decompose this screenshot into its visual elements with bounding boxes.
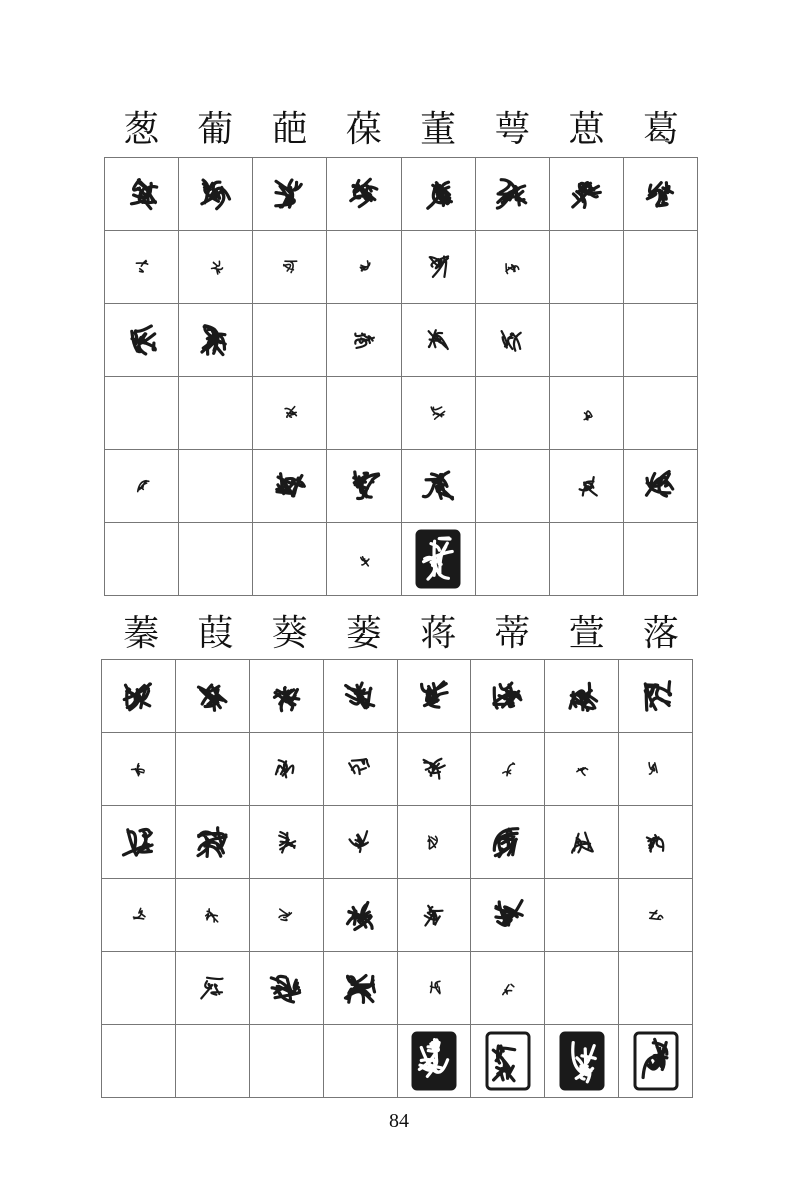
glyph-cell — [545, 879, 619, 952]
seal-glyph-image — [559, 1031, 605, 1091]
glyph-cell — [401, 158, 475, 231]
seal-glyph-image — [485, 819, 531, 865]
glyph-cell — [397, 879, 471, 952]
seal-glyph-image — [337, 965, 383, 1011]
glyph-cell — [401, 377, 475, 450]
seal-glyph-image — [269, 752, 303, 786]
glyph-cell — [549, 523, 623, 596]
seal-glyph-image — [639, 825, 673, 859]
seal-glyph-image — [485, 673, 531, 719]
seal-glyph-image — [131, 475, 153, 497]
seal-glyph-image — [279, 402, 301, 424]
glyph-cell — [327, 523, 401, 596]
seal-glyph-image — [195, 971, 229, 1005]
glyph-cell — [471, 733, 545, 806]
glyph-cell — [102, 660, 176, 733]
table-row — [105, 231, 698, 304]
seal-glyph-image — [417, 898, 451, 932]
glyph-cell — [397, 1025, 471, 1098]
table-row — [102, 1025, 693, 1098]
glyph-cell — [623, 450, 697, 523]
glyph-cell — [397, 660, 471, 733]
glyph-cell — [249, 952, 323, 1025]
glyph-cell — [179, 158, 253, 231]
glyph-cell — [179, 523, 253, 596]
seal-glyph-image — [131, 256, 153, 278]
glyph-cell — [549, 377, 623, 450]
table-row — [105, 158, 698, 231]
glyph-cell — [179, 304, 253, 377]
header-row-2 — [104, 612, 698, 656]
glyph-table-2 — [101, 659, 693, 1098]
glyph-cell — [253, 523, 327, 596]
table-row — [102, 879, 693, 952]
seal-glyph-image — [411, 1031, 457, 1091]
column-heading: 葆 — [345, 109, 382, 150]
seal-glyph-image — [485, 892, 531, 938]
seal-glyph-image — [633, 673, 679, 719]
glyph-cell — [105, 377, 179, 450]
glyph-cell — [397, 733, 471, 806]
glyph-cell — [175, 1025, 249, 1098]
seal-glyph-image — [275, 904, 297, 926]
seal-glyph-image — [343, 752, 377, 786]
glyph-cell — [179, 377, 253, 450]
column-heading: 葛 — [642, 109, 679, 150]
seal-glyph-image — [353, 548, 375, 570]
seal-glyph-image — [637, 463, 683, 509]
seal-glyph-image — [565, 825, 599, 859]
glyph-cell — [102, 879, 176, 952]
seal-glyph-image — [115, 673, 161, 719]
table-row — [105, 450, 698, 523]
seal-glyph-image — [263, 673, 309, 719]
glyph-cell — [619, 952, 693, 1025]
seal-glyph-image — [267, 463, 313, 509]
glyph-cell — [623, 377, 697, 450]
seal-glyph-image — [645, 758, 667, 780]
glyph-table-1 — [104, 157, 698, 596]
seal-glyph-image — [347, 323, 381, 357]
glyph-cell — [471, 660, 545, 733]
seal-glyph-image — [415, 171, 461, 217]
seal-glyph-image — [569, 469, 603, 503]
seal-glyph-image — [423, 831, 445, 853]
seal-glyph-image — [497, 758, 519, 780]
glyph-cell — [623, 304, 697, 377]
seal-glyph-image — [119, 171, 165, 217]
glyph-cell — [323, 806, 397, 879]
glyph-cell — [253, 377, 327, 450]
glyph-cell — [401, 231, 475, 304]
glyph-cell — [545, 1025, 619, 1098]
glyph-cell — [323, 952, 397, 1025]
table-row — [105, 304, 698, 377]
header-row-1 — [104, 108, 698, 152]
column-heading: 董 — [420, 109, 457, 150]
seal-glyph-image — [341, 171, 387, 217]
column-heading: 葩 — [271, 109, 308, 150]
seal-glyph-image — [337, 673, 383, 719]
glyph-cell — [619, 806, 693, 879]
seal-glyph-image — [279, 256, 301, 278]
glyph-cell — [623, 231, 697, 304]
column-heading: 萼 — [494, 109, 531, 150]
glyph-cell — [323, 879, 397, 952]
column-heading: 葡 — [197, 109, 234, 150]
glyph-cell — [323, 660, 397, 733]
glyph-cell — [327, 450, 401, 523]
seal-glyph-image — [353, 256, 375, 278]
glyph-cell — [175, 952, 249, 1025]
seal-glyph-image — [497, 977, 519, 999]
glyph-cell — [253, 231, 327, 304]
seal-glyph-image — [645, 904, 667, 926]
seal-glyph-image — [485, 1031, 531, 1091]
column-heading: 葸 — [568, 109, 605, 150]
glyph-cell — [549, 158, 623, 231]
glyph-cell — [475, 523, 549, 596]
seal-glyph-image — [193, 317, 239, 363]
seal-glyph-image — [421, 250, 455, 284]
glyph-cell — [549, 304, 623, 377]
glyph-cell — [327, 304, 401, 377]
glyph-cell — [323, 1025, 397, 1098]
seal-glyph-image — [189, 819, 235, 865]
seal-glyph-image — [201, 904, 223, 926]
glyph-cell — [471, 806, 545, 879]
glyph-cell — [327, 377, 401, 450]
glyph-cell — [323, 733, 397, 806]
seal-glyph-image — [193, 171, 239, 217]
column-heading: 葵 — [271, 613, 308, 654]
glyph-cell — [401, 450, 475, 523]
glyph-cell — [175, 733, 249, 806]
glyph-cell — [179, 231, 253, 304]
glyph-cell — [619, 1025, 693, 1098]
seal-glyph-image — [495, 323, 529, 357]
glyph-cell — [471, 879, 545, 952]
glyph-cell — [105, 450, 179, 523]
glyph-cell — [175, 660, 249, 733]
table-row — [102, 660, 693, 733]
seal-glyph-image — [205, 256, 227, 278]
glyph-cell — [475, 304, 549, 377]
glyph-cell — [401, 523, 475, 596]
glyph-cell — [475, 377, 549, 450]
seal-glyph-image — [489, 171, 535, 217]
glyph-cell — [102, 1025, 176, 1098]
glyph-cell — [253, 158, 327, 231]
seal-glyph-image — [637, 171, 683, 217]
glyph-cell — [249, 879, 323, 952]
glyph-cell — [105, 304, 179, 377]
seal-glyph-image — [575, 402, 597, 424]
glyph-cell — [179, 450, 253, 523]
column-heading: 萱 — [568, 613, 605, 654]
seal-glyph-image — [501, 256, 523, 278]
glyph-cell — [327, 231, 401, 304]
seal-glyph-image — [423, 977, 445, 999]
seal-glyph-image — [341, 463, 387, 509]
glyph-cell — [545, 660, 619, 733]
column-heading: 葱 — [123, 109, 160, 150]
page-number: 84 — [389, 1110, 409, 1132]
glyph-cell — [401, 304, 475, 377]
column-heading: 葭 — [197, 613, 234, 654]
glyph-cell — [471, 952, 545, 1025]
glyph-cell — [619, 660, 693, 733]
glyph-cell — [327, 158, 401, 231]
table-row — [102, 806, 693, 879]
seal-glyph-image — [417, 752, 451, 786]
glyph-cell — [475, 231, 549, 304]
seal-glyph-image — [559, 673, 605, 719]
seal-glyph-image — [633, 1031, 679, 1091]
column-heading: 蒌 — [345, 613, 382, 654]
seal-glyph-image — [269, 825, 303, 859]
seal-glyph-image — [127, 758, 149, 780]
seal-glyph-image — [415, 529, 461, 589]
glyph-cell — [623, 158, 697, 231]
seal-glyph-image — [343, 825, 377, 859]
glyph-cell — [475, 450, 549, 523]
glyph-cell — [102, 806, 176, 879]
glyph-cell — [545, 733, 619, 806]
glyph-cell — [471, 1025, 545, 1098]
seal-glyph-image — [267, 171, 313, 217]
seal-glyph-image — [127, 904, 149, 926]
glyph-cell — [249, 806, 323, 879]
table-row — [105, 523, 698, 596]
glyph-cell — [105, 231, 179, 304]
glyph-cell — [397, 806, 471, 879]
seal-glyph-image — [421, 323, 455, 357]
glyph-cell — [175, 806, 249, 879]
seal-glyph-image — [189, 673, 235, 719]
seal-glyph-image — [411, 673, 457, 719]
glyph-cell — [253, 304, 327, 377]
glyph-cell — [619, 733, 693, 806]
seal-glyph-image — [115, 819, 161, 865]
glyph-cell — [102, 733, 176, 806]
seal-glyph-image — [415, 463, 461, 509]
glyph-cell — [175, 879, 249, 952]
glyph-cell — [549, 450, 623, 523]
seal-glyph-image — [571, 758, 593, 780]
column-heading: 蓁 — [123, 613, 160, 654]
glyph-cell — [623, 523, 697, 596]
column-heading: 蒂 — [494, 613, 531, 654]
glyph-cell — [249, 1025, 323, 1098]
glyph-cell — [549, 231, 623, 304]
table-row — [102, 952, 693, 1025]
glyph-cell — [619, 879, 693, 952]
glyph-cell — [105, 523, 179, 596]
column-heading: 蒋 — [420, 613, 457, 654]
glyph-cell — [253, 450, 327, 523]
glyph-cell — [249, 733, 323, 806]
glyph-cell — [249, 660, 323, 733]
glyph-cell — [545, 952, 619, 1025]
seal-glyph-image — [263, 965, 309, 1011]
seal-glyph-image — [337, 892, 383, 938]
seal-glyph-image — [427, 402, 449, 424]
seal-glyph-image — [563, 171, 609, 217]
seal-glyph-image — [119, 317, 165, 363]
table-row — [102, 733, 693, 806]
glyph-cell — [102, 952, 176, 1025]
table-row — [105, 377, 698, 450]
glyph-cell — [475, 158, 549, 231]
column-heading: 落 — [642, 613, 679, 654]
glyph-cell — [105, 158, 179, 231]
glyph-cell — [545, 806, 619, 879]
glyph-cell — [397, 952, 471, 1025]
